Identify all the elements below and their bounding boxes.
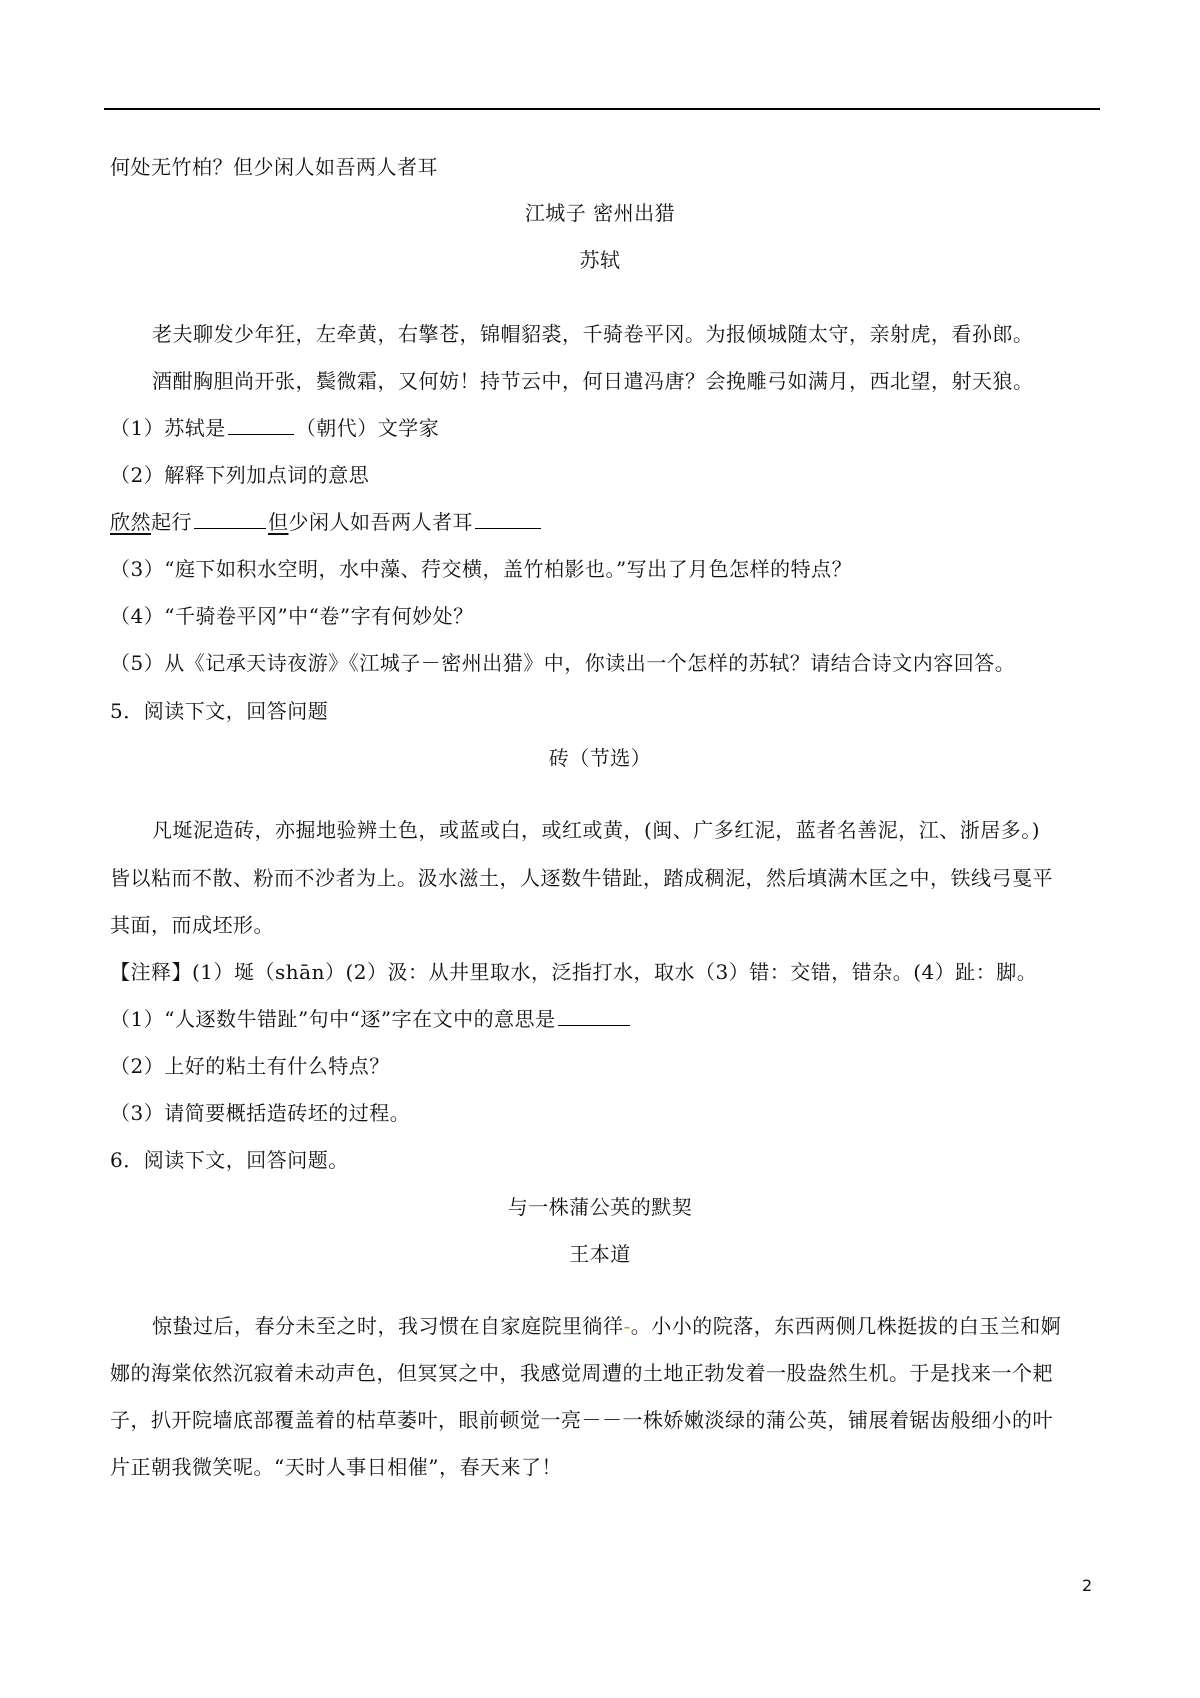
answer-blank xyxy=(475,508,541,529)
answer-blank xyxy=(228,414,294,435)
passage-paragraph: 其面，而成坯形。 xyxy=(110,913,274,937)
question-text: （1）“人逐数牛错趾”句中“逐”字在文中的意思是 xyxy=(110,1007,556,1031)
section-heading: 6．阅读下文，回答问题。 xyxy=(110,1148,349,1172)
passage-paragraph xyxy=(152,1312,1061,1340)
paragraph-text: 。小小的院落，东西两侧几株挺拔的白玉兰和婀 xyxy=(630,1314,1062,1338)
annotation-note: 【注释】(1）埏（shān）(2）汲：从井里取水，泛指打水，取水（3）错：交错，错杂。(4）趾：脚。 xyxy=(110,960,1038,984)
question: （2）上好的粘土有什么特点？ xyxy=(110,1054,390,1078)
paragraph-text: 惊蛰过后，春分未至之时，我习惯在自家庭院里徜徉 xyxy=(152,1314,624,1338)
question: （3）“庭下如积水空明，水中藻、荇交横，盖竹柏影也。”写出了月色怎样的特点？ xyxy=(110,557,853,581)
answer-blank xyxy=(194,508,266,529)
highlight-mark: - xyxy=(623,1314,631,1338)
section-heading: 5．阅读下文，回答问题 xyxy=(110,699,329,723)
passage-paragraph: 凡埏泥造砖，亦掘地验辨土色，或蓝或白，或红或黄，(闽、广多红泥，蓝者名善泥，江、浙居多。) xyxy=(152,818,1041,842)
poem-paragraph: 老夫聊发少年狂，左牵黄，右擎苍，锦帽貂裘，千骑卷平冈。为报倾城随太守，亲射虎，看孙郎。 xyxy=(152,322,1034,346)
passage-title: 与一株蒲公英的默契 xyxy=(507,1195,693,1219)
word-context: 起行 xyxy=(151,510,192,534)
passage-paragraph: 娜的海棠依然沉寂着未动声色，但冥冥之中，我感觉周遭的土地正勃发着一股盎然生机。于是找来一个耙 xyxy=(110,1361,1053,1385)
passage-paragraph: 片正朝我微笑呢。“天时人事日相催”，春天来了！ xyxy=(110,1455,562,1479)
dotted-word: 欣然 xyxy=(110,510,151,534)
question: （5）从《记承天诗夜游》《江城子－密州出猎》中，你读出一个怎样的苏轼？请结合诗文内容回答。 xyxy=(110,651,1016,675)
question: （3）请简要概括造砖坯的过程。 xyxy=(110,1101,411,1125)
page-number: 2 xyxy=(1082,1576,1093,1595)
question xyxy=(110,414,439,442)
poem-author: 苏轼 xyxy=(579,248,621,272)
poem-line: 何处无竹柏？但少闲人如吾两人者耳 xyxy=(110,155,438,179)
poem-title: 江城子 密州出猎 xyxy=(524,201,676,225)
poem-paragraph: 酒酣胸胆尚开张，鬓微霜，又何妨！持节云中，何日遣冯唐？会挽雕弓如满月，西北望，射天狼。 xyxy=(152,369,1034,393)
question xyxy=(110,1005,632,1033)
word-explain-line xyxy=(110,508,543,536)
passage-paragraph: 子，扒开院墙底部覆盖着的枯草萎叶，眼前顿觉一亮－－一株娇嫩淡绿的蒲公英，铺展着锯齿般细小的叶 xyxy=(110,1408,1053,1432)
question-text: （1）苏轼是 xyxy=(110,416,226,440)
question-text: （朝代）文学家 xyxy=(295,416,440,440)
passage-paragraph: 皆以粘而不散、粉而不沙者为上。汲水滋土，人逐数牛错趾，踏成稠泥，然后填满木匡之中，铁线弓戛平 xyxy=(110,866,1053,890)
answer-blank xyxy=(558,1005,630,1026)
question: （2）解释下列加点词的意思 xyxy=(110,463,370,487)
header-rule xyxy=(104,108,1100,110)
question: （4）“千骑卷平冈”中“卷”字有何妙处？ xyxy=(110,604,474,628)
passage-author: 王本道 xyxy=(569,1242,631,1266)
passage-title: 砖（节选） xyxy=(548,746,652,770)
dotted-word: 但 xyxy=(268,510,289,534)
word-context: 少闲人如吾两人者耳 xyxy=(288,510,473,534)
